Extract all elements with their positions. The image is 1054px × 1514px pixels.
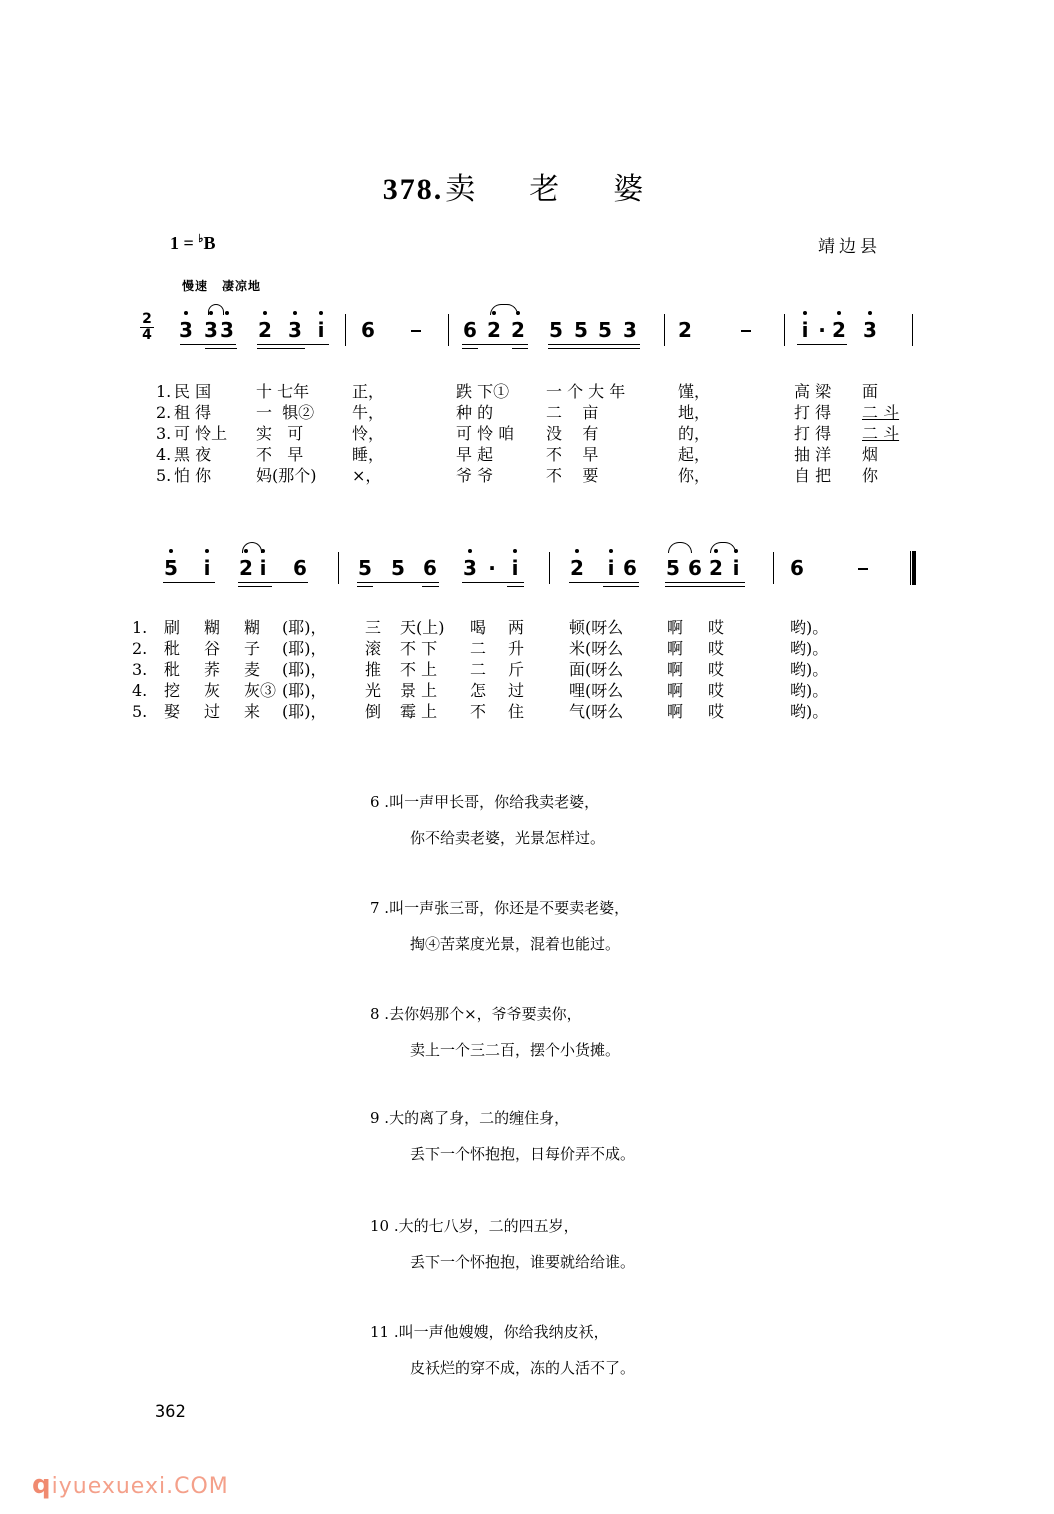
note: · bbox=[488, 556, 496, 580]
tempo-speed: 慢速 bbox=[182, 279, 209, 293]
barline bbox=[549, 552, 550, 584]
note: 6 bbox=[293, 556, 307, 580]
verse-line: 9 .大的离了身，二的缠住身， bbox=[370, 1109, 570, 1127]
note: 6 bbox=[361, 318, 375, 342]
sustain-dash bbox=[741, 330, 751, 332]
note: 3 bbox=[462, 556, 478, 580]
note: 3 bbox=[287, 318, 303, 342]
note: i bbox=[603, 556, 619, 580]
song-title bbox=[0, 164, 1054, 208]
lyric-row: 3. 可 怜上 实 可 怜， 可 怜 咱 没 有 的， 打 得 二 斗 bbox=[156, 424, 900, 443]
verse-line: 卖上一个三二百，摆个小货摊。 bbox=[410, 1041, 621, 1059]
barline bbox=[448, 314, 449, 346]
note: 5 bbox=[666, 556, 680, 580]
note: 3 bbox=[623, 318, 637, 342]
note: 6 bbox=[790, 556, 804, 580]
lyric-row: 2. 租 得 一 犋② 牛， 种 的 二 亩 地， 打 得 二 斗 bbox=[156, 403, 900, 422]
note: 3 bbox=[178, 318, 194, 342]
sustain-dash bbox=[411, 330, 421, 332]
note: 3 bbox=[203, 318, 219, 342]
verse-line: 丢下一个怀抱抱，日每价弄不成。 bbox=[410, 1145, 636, 1163]
verse-line: 掏④苦菜度光景，混着也能过。 bbox=[410, 935, 621, 953]
note: 5 bbox=[598, 318, 612, 342]
note: i bbox=[507, 556, 523, 580]
note: 5 bbox=[391, 556, 405, 580]
tempo-mood: 凄凉地 bbox=[222, 279, 262, 293]
flat-icon: ♭ bbox=[198, 233, 204, 245]
verse-line: 皮袄烂的穿不成，冻的人活不了。 bbox=[410, 1359, 636, 1377]
barline bbox=[338, 552, 339, 584]
note: 2 bbox=[486, 318, 502, 342]
lyric-row: 5. 怕 你 妈(那个) ×， 爷 爷 不 要 你， 自 把 你 bbox=[156, 466, 879, 485]
title-char: 卖 bbox=[445, 172, 478, 207]
lyric-row: 1. 刷 糊 糊 (耶)， 三 天(上) 喝 两 顿(呀么 啊 哎 哟)。 bbox=[132, 618, 829, 637]
verse-line: 10 .大的七八岁，二的四五岁， bbox=[370, 1217, 579, 1235]
verse-line: 6 .叫一声甲长哥，你给我卖老婆， bbox=[370, 793, 600, 811]
barline bbox=[784, 314, 785, 346]
verse-line: 7 .叫一声张三哥，你还是不要卖老婆， bbox=[370, 899, 630, 917]
note: i bbox=[797, 318, 813, 342]
tempo-marking bbox=[182, 277, 275, 294]
slur-icon bbox=[710, 542, 736, 553]
time-signature bbox=[140, 312, 154, 343]
note: i bbox=[199, 556, 215, 580]
barline bbox=[345, 314, 346, 346]
song-number: 378. bbox=[382, 173, 444, 206]
note: 2 bbox=[678, 318, 692, 342]
lyric-row: 2. 秕 谷 子 (耶)， 滚 不 下 二 升 米(呀么 啊 哎 哟)。 bbox=[132, 639, 829, 658]
note: 5 bbox=[358, 556, 372, 580]
lyric-row: 4. 挖 灰 灰③ (耶)， 光 景 上 怎 过 哩(呀么 啊 哎 哟)。 bbox=[132, 681, 829, 700]
lyric-row: 1. 民 国 十 七年 正， 跌 下① 一 个 大 年 馑， 高 梁 面 bbox=[156, 382, 879, 401]
time-sig-top: 2 bbox=[142, 311, 152, 327]
title-char: 婆 bbox=[613, 172, 646, 207]
final-barline bbox=[910, 551, 916, 585]
barline bbox=[664, 314, 665, 346]
barline bbox=[773, 552, 774, 584]
note: 2 bbox=[708, 556, 724, 580]
score-line-2 bbox=[0, 556, 1054, 600]
note: 6 bbox=[623, 556, 637, 580]
verse-line: 11 .叫一声他嫂嫂，你给我纳皮袄， bbox=[370, 1323, 609, 1341]
note: 2 bbox=[257, 318, 273, 342]
note: i bbox=[313, 318, 329, 342]
note: 6 bbox=[423, 556, 437, 580]
note: i bbox=[255, 556, 271, 580]
lyric-row: 3. 秕 荞 麦 (耶)， 推 不 上 二 斤 面(呀么 啊 哎 哟)。 bbox=[132, 660, 829, 679]
slur-icon bbox=[242, 542, 262, 553]
note: 2 bbox=[831, 318, 847, 342]
verse-line: 丢下一个怀抱抱，谁要就给给谁。 bbox=[410, 1253, 636, 1271]
note: · bbox=[818, 318, 826, 342]
note: i bbox=[728, 556, 744, 580]
lyric-row: 4. 黑 夜 不 早 睡， 早 起 不 早 起， 抽 洋 烟 bbox=[156, 445, 879, 464]
note: 2 bbox=[510, 318, 526, 342]
score-line-1 bbox=[0, 311, 1054, 362]
key-signature bbox=[170, 232, 215, 254]
key-note: B bbox=[203, 233, 216, 253]
note: 5 bbox=[574, 318, 588, 342]
page-number: 362 bbox=[155, 1402, 186, 1422]
note: 3 bbox=[862, 318, 878, 342]
note: 2 bbox=[569, 556, 585, 580]
verse-line: 8 .去你妈那个×，爷爷要卖你， bbox=[370, 1005, 582, 1023]
lyric-row: 5. 娶 过 来 (耶)， 倒 霉 上 不 住 气(呀么 啊 哎 哟)。 bbox=[132, 702, 829, 721]
note: 5 bbox=[163, 556, 179, 580]
title-char: 老 bbox=[529, 172, 562, 207]
note: 5 bbox=[549, 318, 563, 342]
note: 6 bbox=[463, 318, 477, 342]
key-degree: 1 bbox=[170, 233, 179, 253]
barline bbox=[912, 314, 913, 346]
time-sig-bottom: 4 bbox=[140, 327, 154, 343]
note: 2 bbox=[238, 556, 254, 580]
verse-line: 你不给卖老婆，光景怎样过。 bbox=[410, 829, 606, 847]
slur-icon bbox=[668, 542, 692, 553]
region-label: 靖边县 bbox=[818, 237, 881, 257]
key-equals: = bbox=[183, 233, 194, 253]
slur-icon bbox=[490, 304, 518, 315]
sustain-dash bbox=[858, 568, 868, 570]
slur-icon bbox=[208, 304, 224, 315]
watermark: qiyuexuexi.COM bbox=[32, 1470, 229, 1500]
note: 6 bbox=[688, 556, 702, 580]
note: 3 bbox=[219, 318, 235, 342]
